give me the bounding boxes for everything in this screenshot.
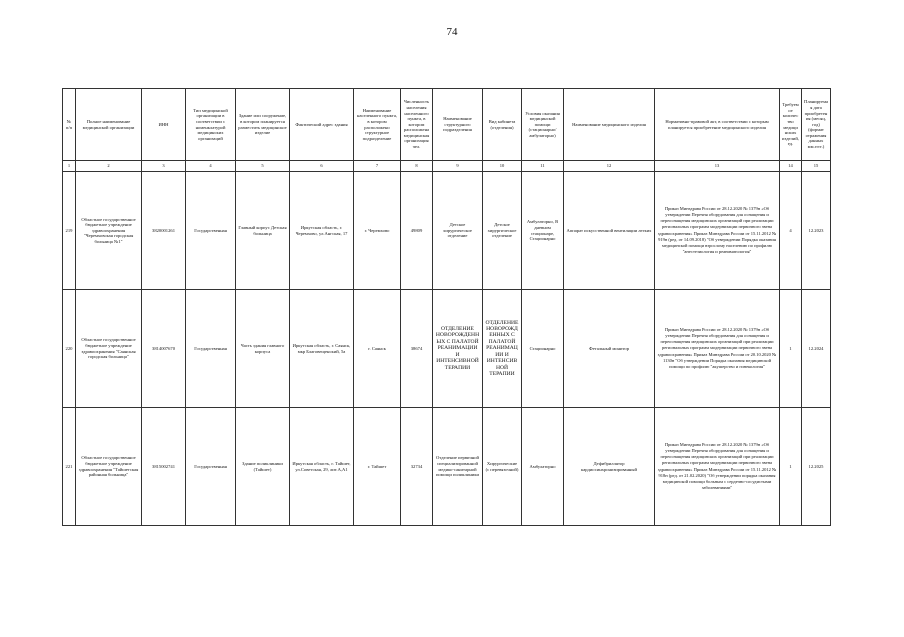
column-number: 8	[401, 161, 433, 172]
address-cell: Иркутская область, г. Саянск, мкр Благовещенский, 5а	[290, 290, 354, 408]
device-cell: Аппарат искусственной вентиляции легких	[564, 172, 655, 290]
header-cell-quantity: Требуемое количество медицинских изделий, ед.	[780, 89, 802, 161]
quantity-cell: 1	[780, 408, 802, 526]
building-cell: Здание поликлиники (Тайшет)	[236, 408, 290, 526]
header-cell-locality: Наименование населенного пункта, в котором расположено структурное подразделение	[354, 89, 401, 161]
cabinet-cell: Хирургические (с перевязочной)	[483, 408, 522, 526]
row-number: 221	[63, 408, 76, 526]
org-name-cell: Областное государственное бюджетное учреждение здравоохранения "Саянская городская больница"	[76, 290, 142, 408]
legal-act-cell: Приказ Минздрава России от 28.12.2020 № 1379н «Об утверждении Перечня оборудования для оснащения и переоснащения медицинских организаций при реализации региональных программ модернизации первичного звена здравоохранения» Приказ Минздрава России от 15.11.2012 № 919н (ред. от 14.09.2018) "Об утверждении Порядка оказания медицинской помощи взрослому населению по профилю "анестезиология и реаниматология"	[655, 172, 780, 290]
date-cell: 12.2025	[802, 408, 831, 526]
column-number: 4	[186, 161, 236, 172]
column-number: 7	[354, 161, 401, 172]
cabinet-cell: Детское хирургическое отделение	[483, 172, 522, 290]
date-cell: 12.2023	[802, 172, 831, 290]
header-cell-building: Здание или сооружение, в котором планируется разместить медицинское изделие	[236, 89, 290, 161]
table-row	[63, 290, 831, 408]
legal-act-cell: Приказ Минздрава России от 28.12.2020 № 1379н «Об утверждении Перечня оборудования для оснащения и переоснащения медицинских организаций при реализации региональных программ модернизации первичного звена здравоохранения» Приказ Минздрава России от 20.10.2020 № 1130н "Об утверждении Порядка оказания медицинской помощи по профилю "акушерство и гинекология"	[655, 290, 780, 408]
building-cell: Часть здания главного корпуса	[236, 290, 290, 408]
table-row	[63, 172, 831, 290]
unit-cell: ОТДЕЛЕНИЕ НОВОРОЖДЕННЫХ С ПАЛАТОЙ РЕАНИМАЦИИ И ИНТЕНСИВНОЙ ТЕРАПИИ	[433, 290, 483, 408]
column-number: 11	[522, 161, 564, 172]
column-number: 12	[564, 161, 655, 172]
header-cell-address: Фактический адрес здания	[290, 89, 354, 161]
column-number: 1	[63, 161, 76, 172]
population-cell: 49809	[401, 172, 433, 290]
header-cell-conditions: Условия оказания медицинской помощи (стационарно/амбулаторно)	[522, 89, 564, 161]
column-number: 6	[290, 161, 354, 172]
header-cell-cabinet: Вид кабинета (отделения)	[483, 89, 522, 161]
table-row	[63, 408, 831, 526]
inn-cell: 3815002741	[142, 408, 186, 526]
building-cell: Главный корпус Детская больница	[236, 172, 290, 290]
device-cell: Дефибриллятор кардиосинхронизированный	[564, 408, 655, 526]
unit-cell: Отделение первичной специализированной медико-санитарной помощи поликлиники	[433, 408, 483, 526]
header-cell-number: № п/п	[63, 89, 76, 161]
column-number: 10	[483, 161, 522, 172]
population-cell: 38674	[401, 290, 433, 408]
row-number: 219	[63, 172, 76, 290]
header-cell-org-type: Тип медицинской организации в соответствии с номенклатурой медицинских организаций	[186, 89, 236, 161]
locality-cell: г. Тайшет	[354, 408, 401, 526]
legal-act-cell: Приказ Минздрава России от 28.12.2020 № 1379н «Об утверждении Перечня оборудования для оснащения и переоснащения медицинских организаций при реализации региональных программ модернизации первичного звена здравоохранения» Приказ Минздрава России от 15.11.2012 № 918н (ред. от 21.02.2020) "Об утверждении порядка оказания медицинской помощи больным с сердечно-сосудистыми заболеваниями"	[655, 408, 780, 526]
column-number: 9	[433, 161, 483, 172]
header-cell-device: Наименование медицинского изделия	[564, 89, 655, 161]
column-number: 3	[142, 161, 186, 172]
org-type-cell: Государственная	[186, 290, 236, 408]
header-cell-legal-act: Нормативно-правовой акт, в соответствии с которым планируется приобретение медицинского изделия	[655, 89, 780, 161]
population-cell: 32734	[401, 408, 433, 526]
cabinet-cell: ОТДЕЛЕНИЕ НОВОРОЖДЕННЫХ С ПАЛАТОЙ РЕАНИМАЦИИ И ИНТЕНСИВНОЙ ТЕРАПИИ	[483, 290, 522, 408]
header-row	[63, 89, 831, 161]
conditions-cell: Амбулаторно, В дневном стационаре, Стационарно	[522, 172, 564, 290]
column-number: 2	[76, 161, 142, 172]
header-cell-unit: Наименование структурного подразделения	[433, 89, 483, 161]
column-number: 13	[655, 161, 780, 172]
header-cell-population: Численность населения населенного пункта, в котором расположена медицинская организация чел.	[401, 89, 433, 161]
header-cell-date: Планируемая дата приобретения (месяц, год) (формат отражения данных мм.гггг.)	[802, 89, 831, 161]
header-cell-inn: ИНН	[142, 89, 186, 161]
column-number: 14	[780, 161, 802, 172]
unit-cell: Детское хирургическое отделение	[433, 172, 483, 290]
date-cell: 12.2024	[802, 290, 831, 408]
org-name-cell: Областное государственное бюджетное учреждение здравоохранения "Черемховская городская больница №1"	[76, 172, 142, 290]
conditions-cell: Амбулаторно	[522, 408, 564, 526]
device-cell: Фетальный монитор	[564, 290, 655, 408]
page-number: 74	[446, 26, 458, 38]
column-number: 5	[236, 161, 290, 172]
inn-cell: 3814007670	[142, 290, 186, 408]
quantity-cell: 4	[780, 172, 802, 290]
equipment-register-table	[62, 88, 831, 526]
conditions-cell: Стационарно	[522, 290, 564, 408]
address-cell: Иркутская область, г. Тайшет, ул.Советская, 29, лит.А,А1	[290, 408, 354, 526]
org-type-cell: Государственная	[186, 172, 236, 290]
column-number: 15	[802, 161, 831, 172]
column-number-row	[63, 161, 831, 172]
address-cell: Иркутская область, г. Черемхово, ул.Ангская, 17	[290, 172, 354, 290]
inn-cell: 3820001261	[142, 172, 186, 290]
row-number: 220	[63, 290, 76, 408]
locality-cell: г. Саянск	[354, 290, 401, 408]
header-cell-org-name: Полное наименование медицинской организации	[76, 89, 142, 161]
locality-cell: г. Черемхово	[354, 172, 401, 290]
quantity-cell: 1	[780, 290, 802, 408]
org-type-cell: Государственная	[186, 408, 236, 526]
org-name-cell: Областное государственное бюджетное учреждение здравоохранения "Тайшетская районная больница"	[76, 408, 142, 526]
